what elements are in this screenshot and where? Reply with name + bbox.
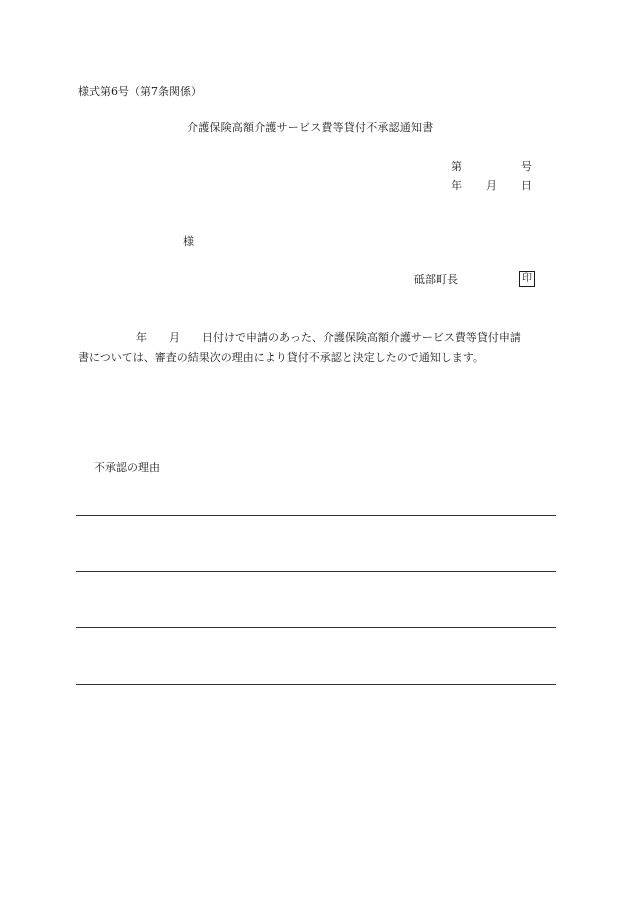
reason-line (76, 627, 556, 628)
reason-line (76, 515, 556, 516)
document-number-suffix: 号 (521, 160, 532, 173)
date-year-label: 年 (451, 179, 462, 192)
document-title: 介護保険高額介護サービス費等貸付不承認通知書 (187, 121, 434, 134)
reason-line (76, 684, 556, 685)
body-line-1-text: 日付けで申請のあった、介護保険高額介護サービス費等貸付申請 (202, 331, 521, 344)
date-day-label: 日 (521, 179, 532, 192)
document-number-prefix: 第 (451, 160, 462, 173)
seal-mark: 印 (519, 271, 535, 287)
addressee-honorific: 様 (183, 235, 194, 248)
form-number-label: 様式第6号（第7条関係） (78, 85, 202, 98)
issuer-title: 砥部町長 (414, 273, 458, 286)
body-line-2: 書については、審査の結果次の理由により貸付不承認と決定したので通知します。 (78, 351, 484, 364)
body-month-label: 月 (169, 331, 180, 344)
reason-line (76, 571, 556, 572)
date-month-label: 月 (486, 179, 497, 192)
body-paragraph (78, 328, 558, 368)
body-year-label: 年 (136, 331, 147, 344)
body-line-1 (78, 328, 558, 348)
reason-heading: 不承認の理由 (94, 461, 160, 474)
